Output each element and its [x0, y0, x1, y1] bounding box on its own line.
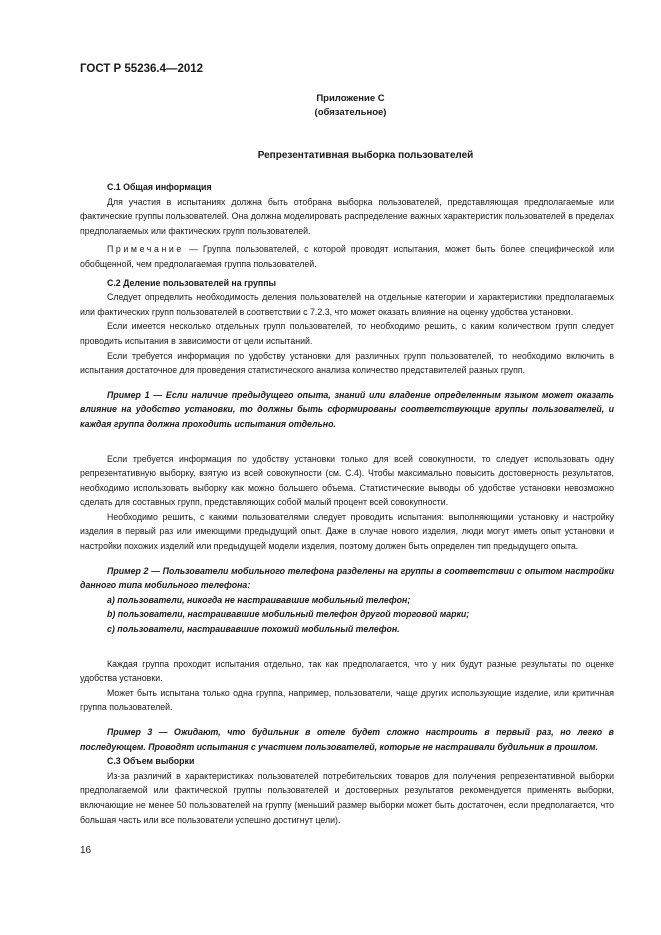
example-2: [80, 564, 614, 637]
paragraph: Если требуется информация по удобству установки только для всей совокупности, то следует использовать одну репрезентативную выборку, взятую из всей совокупности (см. С.4). Чтобы максимально повысить достоверность результатов, необходимо использовать выборку как можно большего объема. Статистические выводы об удобстве установки невозможно сделать для составных групп, представляющих собой малый процент всей совокупности.: [80, 453, 614, 508]
appendix-status: (обязательное): [314, 107, 387, 118]
appendix-label: Приложение С: [316, 93, 385, 104]
page-number: 16: [80, 845, 92, 856]
paragraph: Если имеется несколько отдельных групп пользователей, то необходимо решить, с каким количеством групп следует проводить испытания в зависимости от цели испытаний.: [80, 321, 614, 346]
paragraph: Следует определить необходимость деления пользователей на отдельные категории и характеристики предполагаемых или фактических групп пользователей в соответствии с 7.2.3, что может оказать влияние на оценку удобства установки.: [80, 292, 614, 317]
section-heading-c2: С.2 Деление пользователей на группы: [107, 277, 277, 288]
paragraph: Если требуется информация по удобству установки для различных групп пользователей, то необходимо включить в испытания достаточное для проведения статистического анализа количество представителей разных групп.: [80, 350, 614, 376]
example-list-item: b) пользователи, настраивавшие мобильный телефон другой торговой марки;: [107, 609, 470, 620]
section-heading-c1: С.1 Общая информация: [107, 182, 212, 192]
paragraph: Из-за различий в характеристиках пользователей потребительских товаров для получения репрезентативной выборки предполагаемой или фактической группы пользователей и достоверных результатов рекомендуется применять выборки, включающие не менее 50 пользователей на группу (меньший размер выборки может быть достаточен, если предполагается, что большая часть или все пользователи успешно достигнут цели).: [80, 770, 614, 825]
paragraph: Каждая группа проходит испытания отдельно, так как предполагается, что у них будут разные результаты по оценке удобства установки.: [80, 658, 614, 684]
example-text: Пример 3 — Ожидают, что будильник в отеле будет сложно настроить в первый раз, но легко в последующем. Проводят испытания с участием пользователей, которые не настраивали будильник в прошлом.: [80, 727, 614, 752]
example-3: [80, 725, 614, 754]
document-body: [80, 180, 614, 827]
appendix-block: [0, 92, 661, 120]
note-paragraph: [80, 242, 614, 271]
paragraph: Может быть испытана только одна группа, например, пользователи, чаще других использующие изделие, или критичная группа пользователей.: [80, 687, 614, 713]
example-1: [80, 388, 614, 432]
example-list-item: c) пользователи, настраивавшие похожий мобильный телефон.: [107, 624, 400, 635]
standard-number: ГОСТ Р 55236.4—2012: [80, 63, 204, 75]
example-text: Пример 1 — Если наличие предыдущего опыта, знаний или владение определенным языком может оказать влияние на удобство установки, то должны быть сформированы соответствующие группы пользователей, и каждая группа должна проходить испытания отдельно.: [80, 389, 614, 429]
appendix-title: Репрезентативная выборка пользователей: [257, 150, 474, 161]
section-heading-c3: С.3 Объем выборки: [107, 756, 195, 767]
paragraph: Необходимо решить, с какими пользователями следует проводить испытания: выполняющими установку и настройку изделия в первый раз или имеющими предыдущий опыт. Даже в случае нового изделия, люди могут иметь опыт установки и настройки похожих изделий или предыдущей модели изделия, поэтому должен быть определен тип предыдущего опыта.: [80, 511, 614, 552]
example-list-item: a) пользователи, никогда не настраивавшие мобильный телефон;: [107, 594, 411, 605]
note-label: Примечание: [107, 244, 184, 255]
note-text: — Группа пользователей, с которой проводят испытания, может быть более специфической или обобщенной, чем предполагаемая группа пользователей.: [80, 244, 614, 269]
example-text: Пример 2 — Пользователи мобильного телефона разделены на группы в соответствии с опытом настройки данного типа мобильного телефона:: [80, 565, 614, 591]
paragraph: Для участия в испытаниях должна быть отобрана выборка пользователей, представляющая предполагаемые или фактические группы пользователей. Она должна моделировать распределение важных характеристик пользователей в пределах предполагаемых или фактических групп пользователей.: [80, 196, 614, 236]
